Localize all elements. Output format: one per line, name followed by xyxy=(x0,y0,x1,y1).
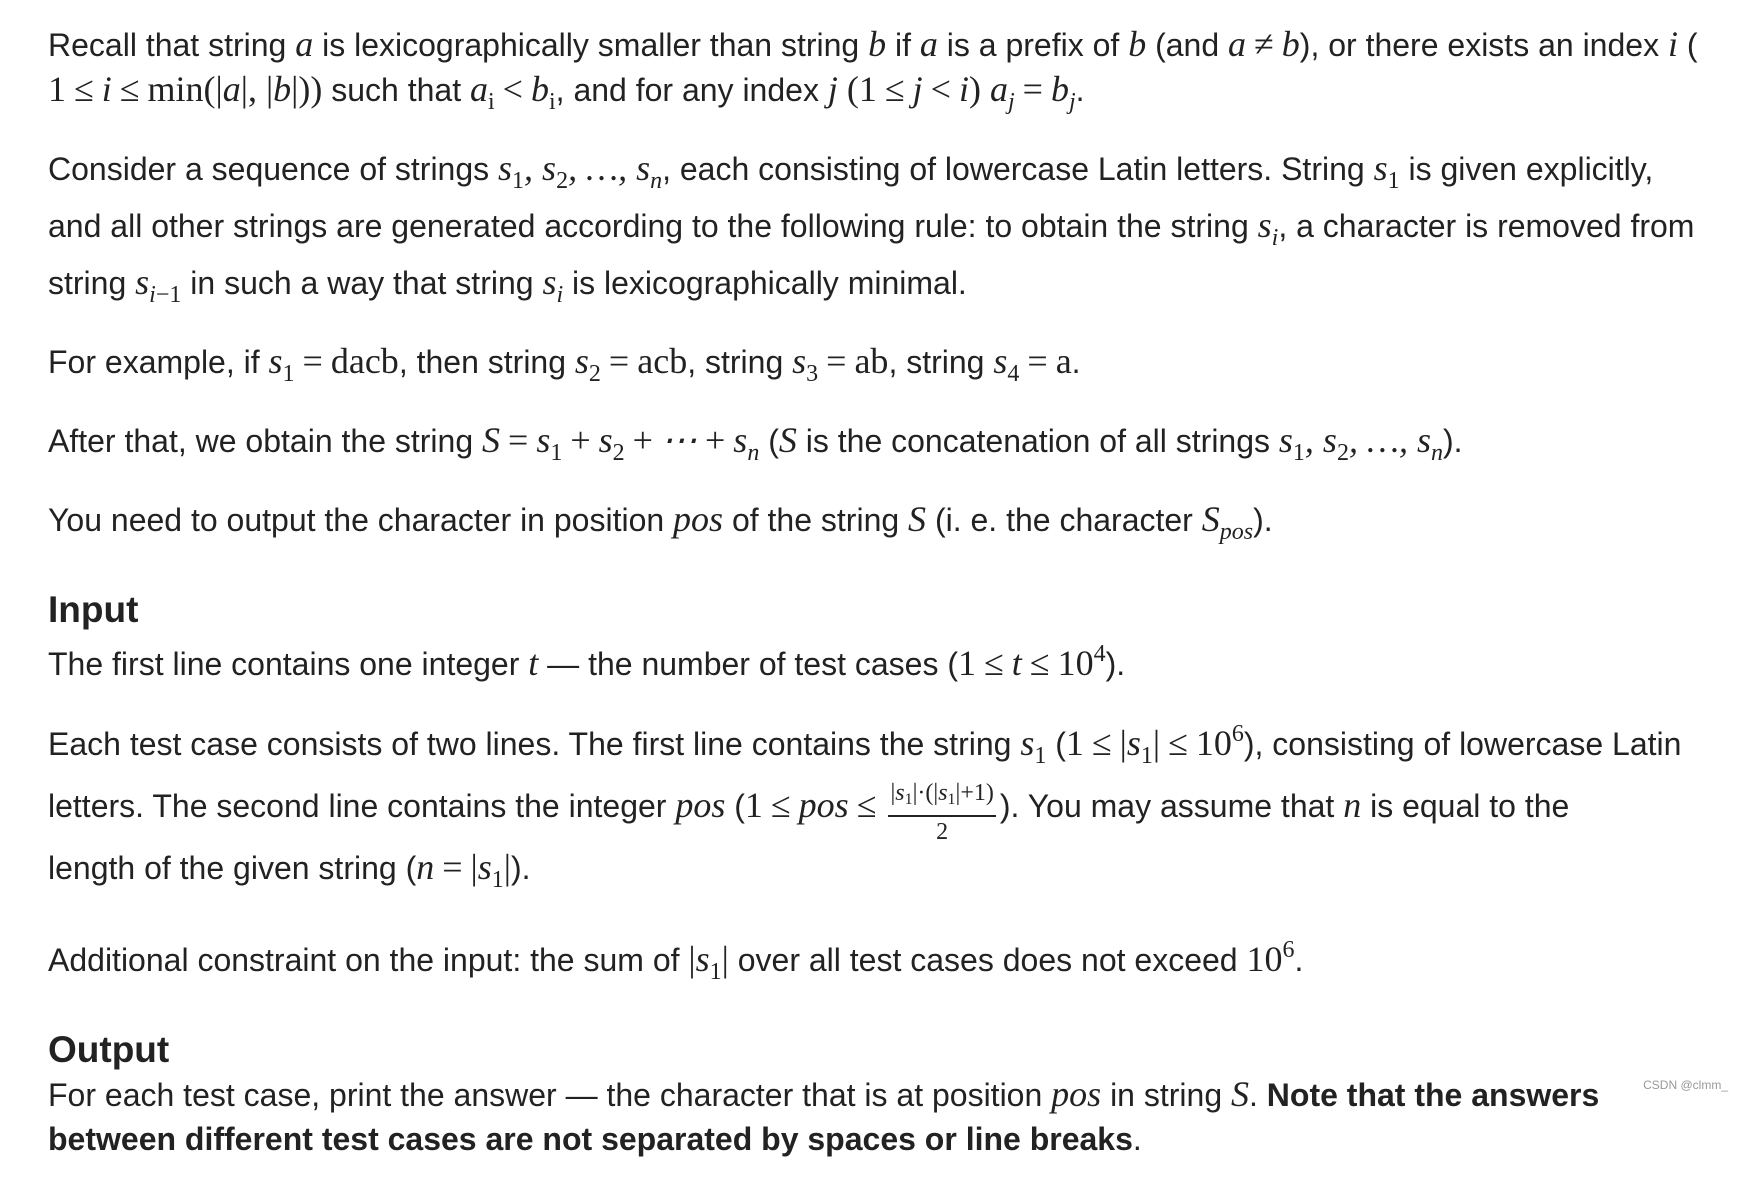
math-index-range: 1 ≤ i ≤ min(|a|, |b|)) xyxy=(48,69,323,109)
math-pos: pos xyxy=(673,499,724,539)
math-s-i-minus-1: $s_{i-1}$ xyxy=(135,262,182,308)
after-line: After that, we obtain the string $S = s_1 + s_2$ + ⋯ + $s_n$ (S is the concatenation of all strings $s_1$, $s_2$, …, $s_n$). xyxy=(48,420,1463,466)
input-paragraph-2 xyxy=(48,712,1728,902)
math-ai-lt-bi: $a_i < b_i$ xyxy=(470,69,556,115)
paragraph-recall xyxy=(48,22,1728,124)
math-pos: pos xyxy=(1051,1074,1102,1114)
input-line-3: letters. The second line contains the integer pos (1 ≤ pos ≤ $\frac{|s_1|\cdot(|s_1|+1)}{2}$ ). You may assume that n is equal to the xyxy=(48,780,1570,845)
math-a-neq-b: a ≠ b xyxy=(1228,24,1300,64)
recall-line-1: Recall that string a is lexicographically smaller than string b if a is a prefix of b (and a ≠ b), or there exists an index i ( xyxy=(48,24,1698,64)
math-concat: $S = s_1 + s_2$ + ⋯ + $s_n$ xyxy=(482,420,760,466)
watermark: CSDN @clmm_ xyxy=(1643,1078,1728,1092)
input-line-1: The first line contains one integer t — the number of test cases $(1 \le t \le 10^4)$. xyxy=(48,641,1126,683)
math-ten-pow-6: $10^6$ xyxy=(1246,937,1295,979)
math-sequence: $s_1$, $s_2$, …, $s_n$ xyxy=(498,148,663,194)
paragraph-after xyxy=(48,418,1728,475)
math-si: $s_i$ xyxy=(542,262,564,308)
consider-line-3: string $s_{i-1}$ in such a way that string $s_i$ is lexicographically minimal. xyxy=(48,262,967,308)
input-paragraph-3 xyxy=(48,928,1728,994)
input-paragraph-1 xyxy=(48,632,1728,686)
math-s2-eq: $s_2$ = acb xyxy=(574,341,688,387)
math-s1: $s_1$ xyxy=(1373,148,1400,194)
math-s1-eq: $s_1$ = dacb xyxy=(268,341,399,387)
problem-statement xyxy=(48,22,1728,1183)
output-heading: Output xyxy=(48,1029,170,1070)
output-line-1: For each test case, print the answer — the character that is at position pos in string S. Note that the answers xyxy=(48,1074,1600,1114)
math-sequence: $s_1$, $s_2$, …, $s_n$ xyxy=(1278,420,1443,466)
math-t-range: $1 \le t \le 10^4$ xyxy=(958,641,1106,683)
math-n-eq-len: $n = |s_1|$ xyxy=(416,847,511,893)
fraction-pos-bound: $\frac{|s_1|\cdot(|s_1|+1)}{2}$ xyxy=(890,780,994,845)
output-paragraph xyxy=(48,1072,1728,1161)
output-line-2: between different test cases are not separated by spaces or line breaks. xyxy=(48,1121,1142,1157)
math-s3-eq: $s_3$ = ab xyxy=(792,341,889,387)
math-n: n xyxy=(1343,785,1362,825)
math-si: $s_i$ xyxy=(1257,205,1279,251)
paragraph-example xyxy=(48,339,1728,396)
math-S: S xyxy=(908,499,927,539)
input-heading: Input xyxy=(48,589,139,630)
math-s1: $s_1$ xyxy=(1020,723,1047,769)
input-line-4: length of the given string $(n = |s_1|)$. xyxy=(48,847,531,893)
math-s1-length-range: $1 \le |s_1| \le 10^6$ xyxy=(1065,721,1244,769)
math-S: S xyxy=(778,420,797,460)
paragraph-consider xyxy=(48,146,1728,317)
math-S: S xyxy=(1231,1074,1249,1114)
output-pos-line: You need to output the character in position pos of the string S (i. e. the character $S_{pos}$). xyxy=(48,499,1273,545)
paragraph-output-pos xyxy=(48,497,1728,554)
math-t: t xyxy=(528,643,539,683)
consider-line-1: Consider a sequence of strings $s_1$, $s_2$, …, $s_n$, each consisting of lowercase Latin letters. String $s_1$ is given explicitly, xyxy=(48,148,1654,194)
recall-line-2: 1 ≤ i ≤ min(|a|, |b|)) such that $a_i < b_i$, and for any index j (1 ≤ j < i) $a_j = b_j$. xyxy=(48,69,1085,115)
math-s4-eq: $s_4 = a$ xyxy=(993,341,1072,387)
math-pos-range: 1 ≤ pos ≤ xyxy=(744,785,877,825)
math-s1-abs: $|s_1|$ xyxy=(688,939,729,985)
math-j-range: j (1 ≤ j < i) $a_j = b_j$ xyxy=(827,69,1076,115)
input-line-2: Each test case consists of two lines. The first line contains the string $s_1$ $(1 \le |s_1| \le 10^6)$, consisting of lowercase Latin xyxy=(48,721,1682,769)
example-line: For example, if $s_1$ = dacb, then string $s_2$ = acb, string $s_3$ = ab, string $s_4 = a$. xyxy=(48,341,1081,387)
input-line-5: Additional constraint on the input: the sum of $|s_1|$ over all test cases does not exceed $10^6$. xyxy=(48,937,1304,985)
consider-line-2: and all other strings are generated according to the following rule: to obtain the string $s_i$, a character is removed from xyxy=(48,205,1695,251)
math-S-pos: $S_{pos}$ xyxy=(1201,499,1254,545)
math-pos: pos xyxy=(675,785,726,825)
